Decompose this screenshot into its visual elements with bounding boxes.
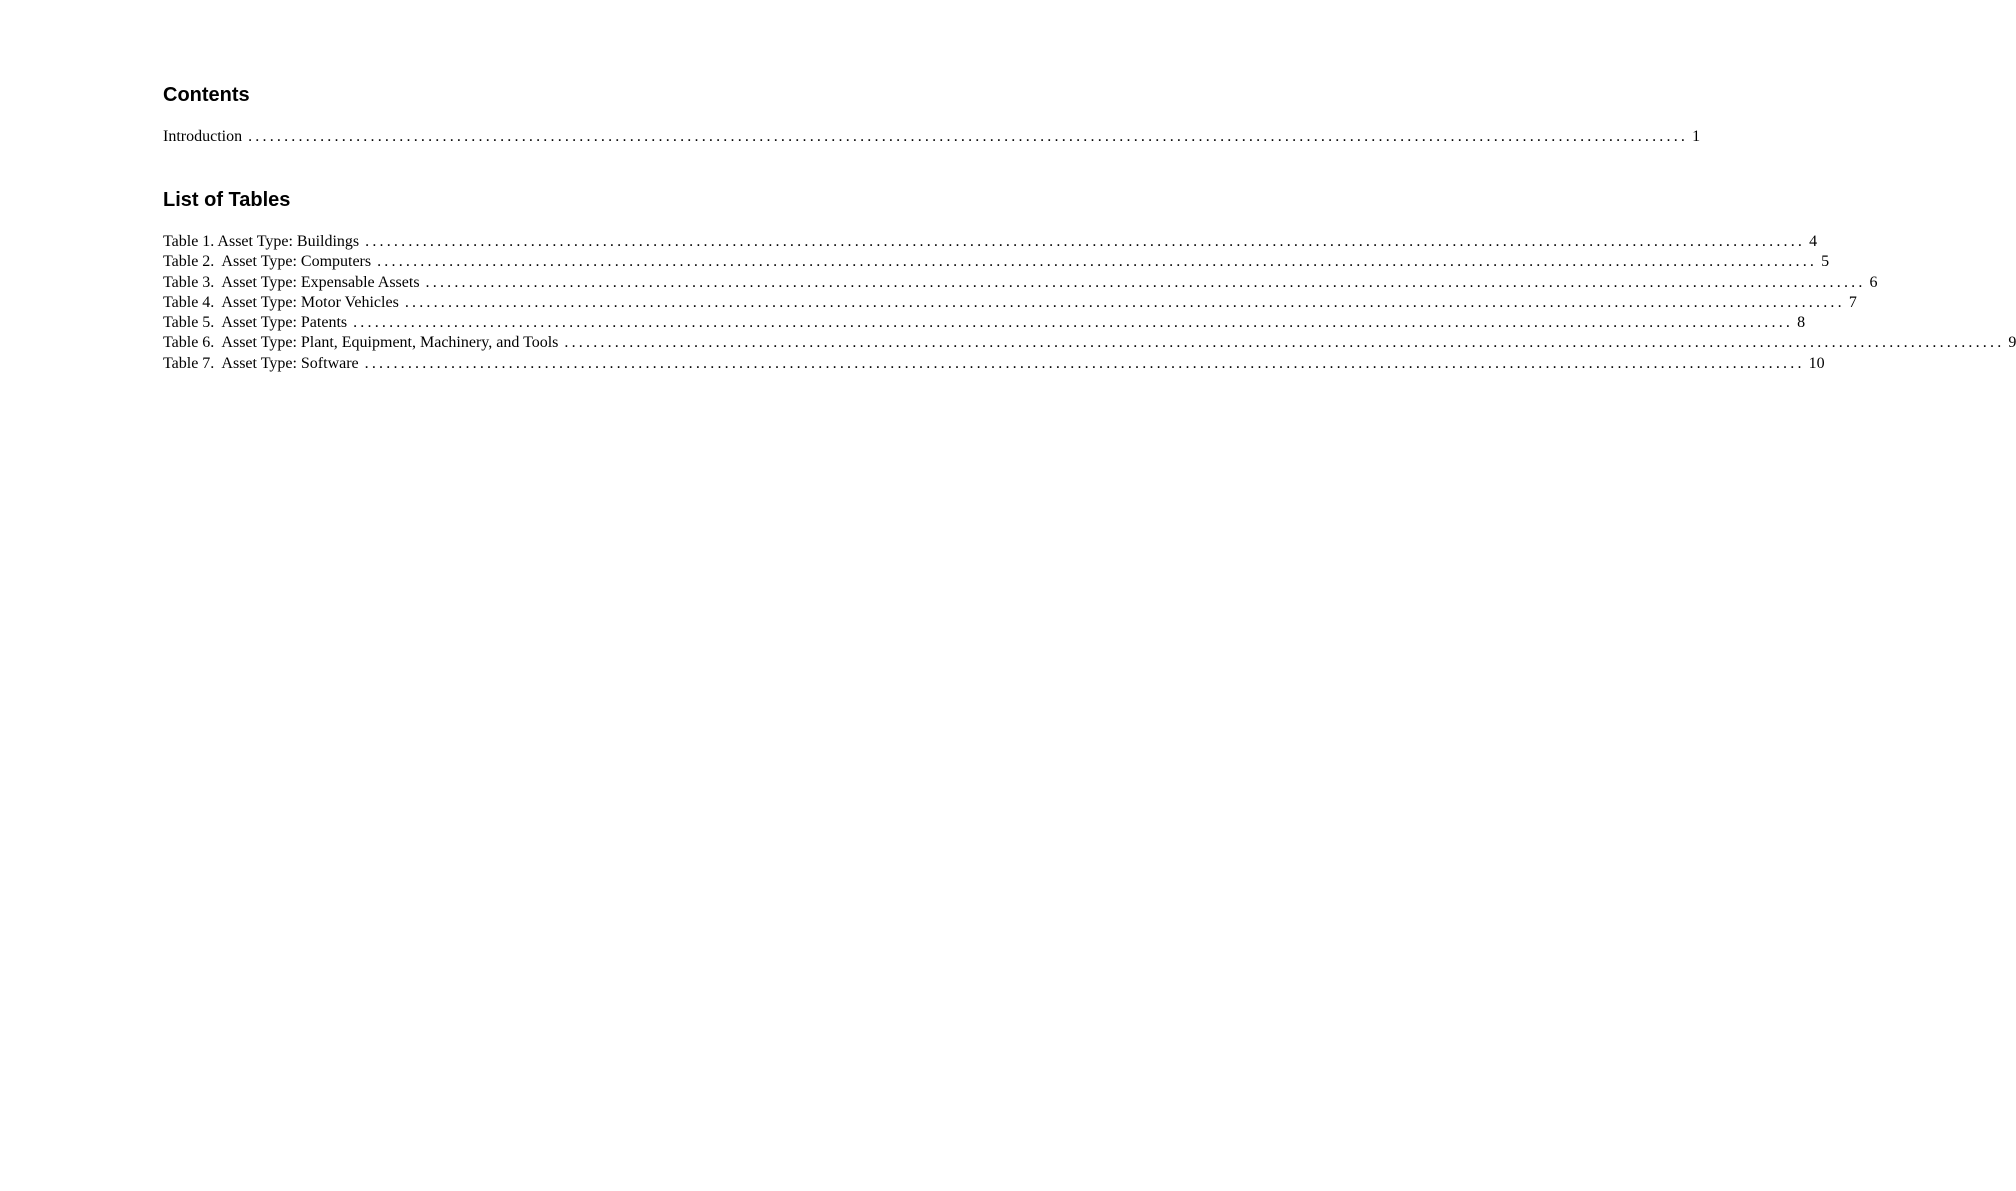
dot-leader: ........................................................................................................................................................................................................ <box>353 314 1794 332</box>
toc-entry-page-number: 9 <box>2008 334 2016 352</box>
toc-entry-table-5[interactable] <box>163 313 1806 333</box>
dot-leader: ........................................................................................................................................................................................................ <box>564 334 2005 352</box>
dot-leader: ........................................................................................................................................................................................................ <box>364 354 1805 372</box>
toc-entry-label: Table 7. Asset Type: Software <box>163 354 359 372</box>
list-of-tables-list <box>163 232 2016 374</box>
toc-entry-label: Table 1. Asset Type: Buildings <box>163 233 360 250</box>
dot-leader: ........................................................................................................................................................................................................ <box>248 128 1689 145</box>
toc-entry-table-6[interactable] <box>163 333 2016 353</box>
toc-entry-table-4[interactable] <box>163 293 1857 313</box>
list-of-tables-heading: List of Tables <box>163 189 291 211</box>
toc-entry-table-2[interactable] <box>163 252 1830 272</box>
dot-leader: ........................................................................................................................................................................................................ <box>377 253 1818 271</box>
toc-entry-page-number: 1 <box>1692 128 1701 145</box>
toc-entry-table-7[interactable] <box>163 354 1825 374</box>
toc-entry-page-number: 10 <box>1808 354 1825 372</box>
toc-entry-label: Table 6. Asset Type: Plant, Equipment, Machinery, and Tools <box>163 334 559 352</box>
toc-entry-label: Table 3. Asset Type: Expensable Assets <box>163 273 420 291</box>
toc-entry-table-3[interactable] <box>163 273 1878 293</box>
toc-entry-page-number: 5 <box>1821 253 1830 271</box>
toc-entry-label: Table 4. Asset Type: Motor Vehicles <box>163 293 399 311</box>
toc-entry-page-number: 4 <box>1809 233 1818 250</box>
toc-entry-label: Introduction <box>163 128 243 145</box>
toc-entry-page-number: 7 <box>1848 293 1857 311</box>
contents-list <box>163 127 1701 147</box>
toc-entry-page-number: 6 <box>1869 273 1878 291</box>
toc-entry-table-1[interactable] <box>163 232 1818 252</box>
toc-entry-introduction[interactable] <box>163 127 1701 147</box>
toc-entry-label: Table 2. Asset Type: Computers <box>163 253 372 271</box>
toc-entry-page-number: 8 <box>1797 314 1806 332</box>
contents-heading: Contents <box>163 84 250 106</box>
dot-leader: ........................................................................................................................................................................................................ <box>404 293 1845 311</box>
toc-entry-label: Table 5. Asset Type: Patents <box>163 314 348 332</box>
dot-leader: ........................................................................................................................................................................................................ <box>365 233 1806 250</box>
dot-leader: ........................................................................................................................................................................................................ <box>425 273 1866 291</box>
